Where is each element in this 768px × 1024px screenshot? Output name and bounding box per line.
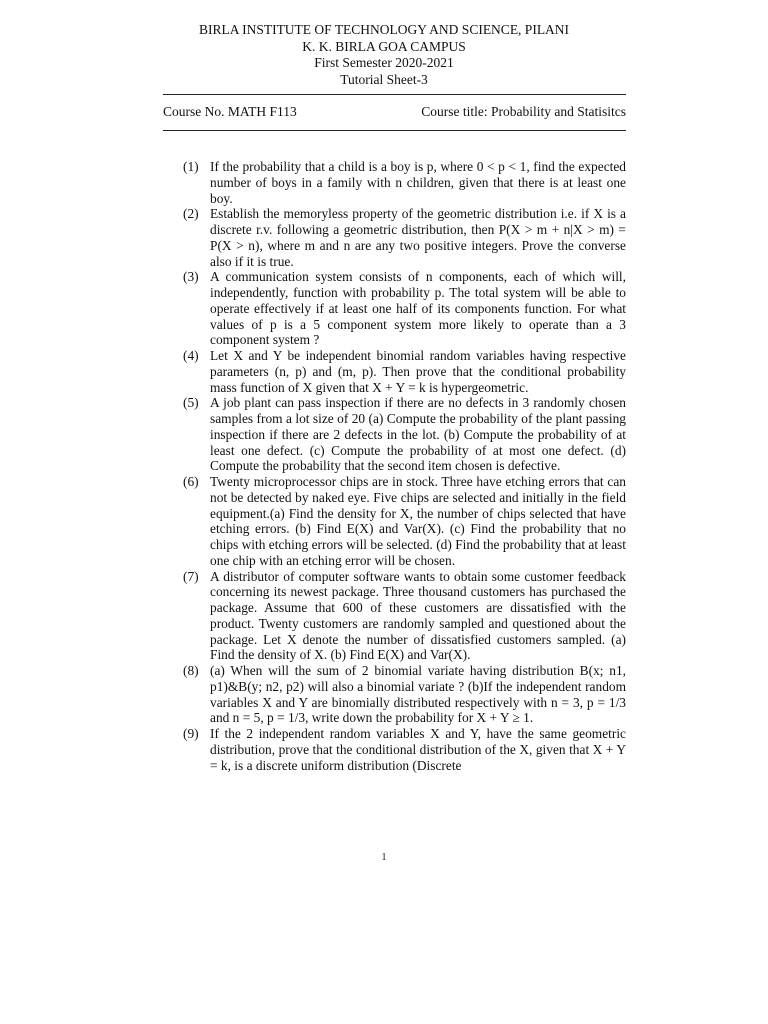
problem-item bbox=[163, 569, 626, 664]
problem-item bbox=[163, 474, 626, 569]
problem-number: (6) bbox=[183, 474, 199, 489]
document-header bbox=[0, 22, 768, 88]
problem-text: A distributor of computer software wants to obtain some customer feedback concerning its newest package. Three thousand customers has purchased the package. Assume that 600 of these customers are dissatisfied with the product. Twenty customers are randomly sampled and questioned about the package. Let X denote the number of dissatisfied customers sampled. (a) Find the density of X. (b) Find E(X) and Var(X). bbox=[210, 568, 626, 663]
problem-item bbox=[163, 206, 626, 269]
problem-text: If the probability that a child is a boy is p, where 0 < p < 1, find the expected number of boys in a family with n children, given that there is at least one boy. bbox=[210, 159, 626, 206]
problem-number: (2) bbox=[183, 206, 199, 222]
problem-text: A job plant can pass inspection if there are no defects in 3 randomly chosen samples from a lot size of 20 (a) Compute the probability of the plant passing inspection if there are 2 defects in the lot. (b) Compute the probability of at least one defect. (c) Compute the probability of at most one defect. (d) Compute the probability that the second item chosen is defective. bbox=[210, 395, 626, 474]
problem-number: (8) bbox=[183, 663, 199, 678]
problem-item bbox=[163, 348, 626, 395]
problem-item bbox=[163, 663, 626, 726]
campus-name: K. K. BIRLA GOA CAMPUS bbox=[302, 38, 466, 54]
header-rule-top bbox=[163, 94, 626, 95]
course-title: Course title: Probability and Statisitcs bbox=[421, 104, 626, 119]
course-number: Course No. MATH F113 bbox=[163, 104, 297, 119]
problem-number: (1) bbox=[183, 159, 199, 174]
problem-item bbox=[163, 159, 626, 206]
problem-number: (4) bbox=[183, 348, 199, 363]
page-number: 1 bbox=[381, 852, 387, 863]
problem-text: Establish the memoryless property of the geometric distribution i.e. if X is a discrete r.v. following a geometric distribution, then P(X > m + n|X > m) = P(X > n), where m and n are any two positive integers. Prove the converse also if it is true. bbox=[210, 206, 626, 269]
problem-text: A communication system consists of n components, each of which will, independently, function with probability p. The total system will be able to operate effectively if at least one half of its components function. For what values of p is a 5 component system more likely to operate than a 3 component system ? bbox=[210, 269, 626, 348]
problem-number: (3) bbox=[183, 269, 199, 285]
problem-item bbox=[163, 269, 626, 348]
problem-item bbox=[163, 395, 626, 474]
problem-list bbox=[163, 159, 626, 773]
header-rule-bottom bbox=[163, 130, 626, 131]
course-info bbox=[163, 103, 626, 121]
problem-number: (9) bbox=[183, 726, 199, 741]
problem-number: (7) bbox=[183, 568, 199, 584]
sheet-title: Tutorial Sheet-3 bbox=[340, 71, 428, 87]
problem-text: (a) When will the sum of 2 binomial variate having distribution B(x; n1, p1)&B(y; n2, p2) will also a binomial variate ? (b)If the independent random variables X and Y are binomially distributed respectively with n = 3, p = 1/3 and n = 5, p = 1/3, write down the probability for X + Y ≥ 1. bbox=[210, 663, 626, 726]
semester-label: First Semester 2020-2021 bbox=[314, 55, 454, 70]
problem-number: (5) bbox=[183, 395, 199, 411]
institute-name: BIRLA INSTITUTE OF TECHNOLOGY AND SCIENCE, PILANI bbox=[198, 22, 570, 37]
problem-item bbox=[163, 726, 626, 773]
problem-text: If the 2 independent random variables X and Y, have the same geometric distribution, prove that the conditional distribution of the X, given that X + Y = k, is a discrete uniform distribution (Discrete bbox=[210, 726, 626, 773]
problem-text: Twenty microprocessor chips are in stock. Three have etching errors that can not be detected by naked eye. Five chips are selected and initially in the field equipment.(a) Find the density for X, the number of chips selected that have etching errors. (b) Find E(X) and Var(X). (c) Find the probability that no chips with etching errors will be selected. (d) Find the probability that at least one chip with an etching error will be chosen. bbox=[210, 474, 626, 568]
problem-text: Let X and Y be independent binomial random variables having respective parameters (n, p) and (m, p). Then prove that the conditional probability mass function of X given that X + Y = k is hypergeometric. bbox=[210, 348, 626, 395]
